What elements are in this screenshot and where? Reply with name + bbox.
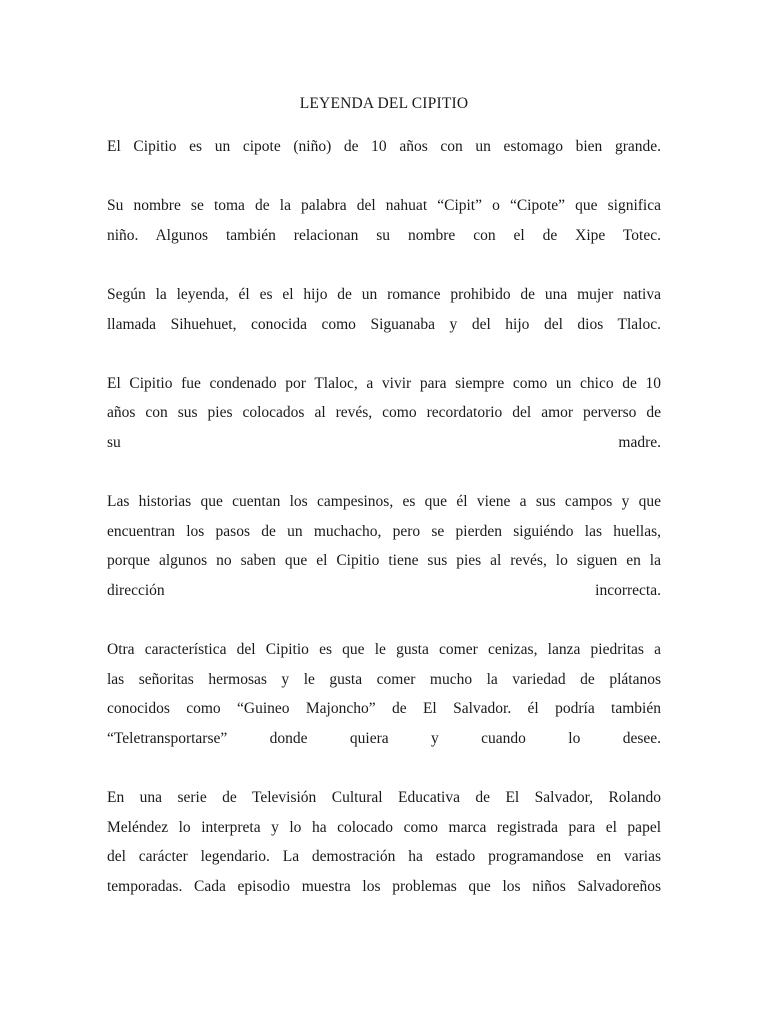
document-body	[107, 132, 661, 901]
paragraph-line: El Cipitio es un cipote (niño) de 10 años con un estomago bien grande.	[107, 138, 661, 155]
paragraph-line: Otra característica del Cipitio es que le gusta comer cenizas, lanza piedritas a	[107, 641, 661, 659]
paragraph	[107, 132, 661, 162]
paragraph-line: porque algunos no saben que el Cipitio tiene sus pies al revés, lo siguen en la	[107, 552, 661, 570]
paragraph-line: En una serie de Televisión Cultural Educativa de El Salvador, Rolando	[107, 789, 661, 807]
document-title: LEYENDA DEL CIPITIO	[299, 95, 469, 112]
paragraph-line: El Cipitio fue condenado por Tlaloc, a vivir para siempre como un chico de 10	[107, 374, 661, 392]
paragraph-line: Su nombre se toma de la palabra del nahuat “Cipit” o “Cipote” que significa	[107, 197, 661, 215]
paragraph-line: niño. Algunos también relacionan su nombre con el de Xipe Totec.	[107, 226, 661, 244]
paragraph-line: su madre.	[107, 433, 661, 451]
paragraph-line: conocidos como “Guineo Majoncho” de El Salvador. él podría también	[107, 700, 661, 718]
paragraph-line: del carácter legendario. La demostración ha estado programandose en varias	[107, 848, 661, 866]
paragraph-line: las señoritas hermosas y le gusta comer mucho la variedad de plátanos	[107, 670, 661, 688]
paragraph-line: dirección incorrecta.	[107, 581, 661, 599]
paragraph-line: Las historias que cuentan los campesinos, es que él viene a sus campos y que	[107, 493, 661, 511]
paragraph	[107, 191, 661, 250]
paragraph	[107, 280, 661, 339]
paragraph	[107, 369, 661, 458]
paragraph-line: Meléndez lo interpreta y lo ha colocado como marca registrada para el papel	[107, 818, 661, 836]
paragraph-line: años con sus pies colocados al revés, como recordatorio del amor perverso de	[107, 404, 661, 422]
paragraph	[107, 635, 661, 753]
paragraph-line: “Teletransportarse” donde quiera y cuando lo desee.	[107, 729, 661, 747]
paragraph	[107, 487, 661, 605]
paragraph-line: encuentran los pasos de un muchacho, pero se pierden siguiéndo las huellas,	[107, 522, 661, 540]
paragraph-line: Según la leyenda, él es el hijo de un romance prohibido de una mujer nativa	[107, 285, 661, 303]
paragraph-line: llamada Sihuehuet, conocida como Siguanaba y del hijo del dios Tlaloc.	[107, 315, 661, 333]
paragraph	[107, 783, 661, 901]
paragraph-line: temporadas. Cada episodio muestra los problemas que los niños Salvadoreños	[107, 877, 661, 895]
